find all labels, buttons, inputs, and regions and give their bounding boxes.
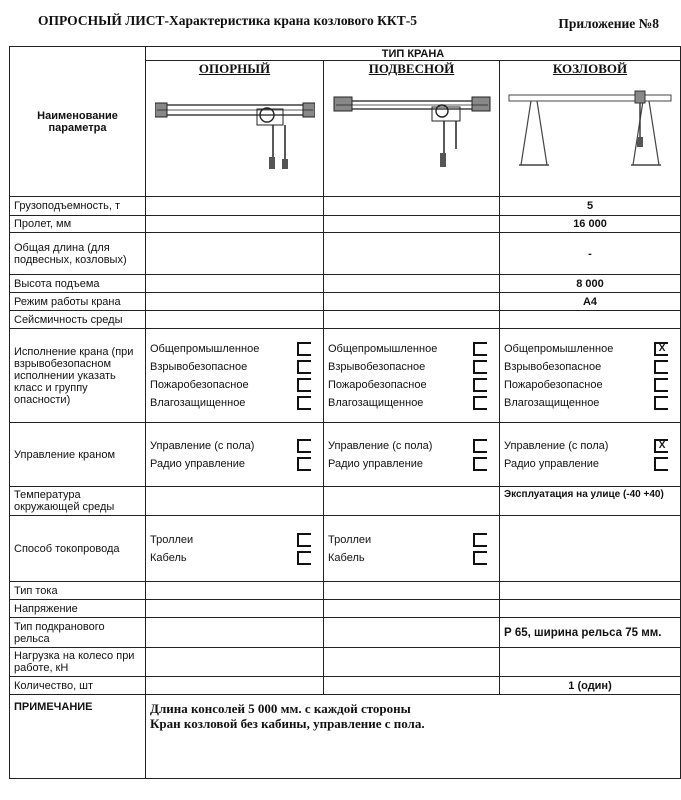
option-label: Пожаробезопасное [328,378,427,391]
suspended-crane-drawing [332,79,492,174]
cell-execution-support [146,329,324,423]
cell-rail-type-support[interactable] [146,618,324,648]
option-label: Кабель [150,551,187,564]
checkbox-general[interactable] [473,342,487,356]
option-label: Управление (с пола) [150,439,255,452]
option-label: Радио управление [504,457,599,470]
cell-capacity-suspended[interactable] [324,197,500,216]
column-gantry-crane [500,61,681,197]
option-label: Троллеи [150,533,194,546]
cell-total-length-support[interactable] [146,233,324,275]
cell-duty-mode-gantry: А4 [500,293,681,311]
row-label-wheel-load: Нагрузка на колесо при работе, кН [10,648,146,677]
option-label: Управление (с пола) [328,439,433,452]
row-label-execution: Исполнение крана (при взрывобезопасном исполнении указать класс и группу опасности) [10,329,146,423]
checkbox-cable[interactable] [297,551,311,565]
cell-voltage-gantry[interactable] [500,600,681,618]
row-label-power-supply: Способ токопровода [10,516,146,582]
checkbox-fire-proof[interactable] [654,378,668,392]
cell-quantity-gantry: 1 (один) [500,677,681,695]
option-label: Общепромышленное [150,342,260,355]
checkbox-fire-proof[interactable] [297,378,311,392]
checkbox-radio-control[interactable] [297,457,311,471]
checkbox-cable[interactable] [473,551,487,565]
row-label-lift-height: Высота подъема [10,275,146,293]
checkbox-floor-control-checked[interactable]: X [654,439,668,453]
checkbox-explosion-proof[interactable] [473,360,487,374]
option-label: Влагозащищенное [150,396,246,409]
cell-control-gantry [500,423,681,487]
cell-quantity-support[interactable] [146,677,324,695]
checkbox-explosion-proof[interactable] [654,360,668,374]
cell-rail-type-suspended[interactable] [324,618,500,648]
row-label-quantity: Количество, шт [10,677,146,695]
option-label: Общепромышленное [328,342,438,355]
cell-quantity-suspended[interactable] [324,677,500,695]
cell-lift-height-gantry: 8 000 [500,275,681,293]
cell-execution-suspended [324,329,500,423]
column-suspended-crane [324,61,500,197]
questionnaire-table [9,46,681,779]
cell-execution-gantry [500,329,681,423]
cell-span-gantry: 16 000 [500,216,681,233]
row-label-span: Пролет, мм [10,216,146,233]
appendix-label: Приложение №8 [558,16,659,31]
option-label: Кабель [328,551,365,564]
checkbox-explosion-proof[interactable] [297,360,311,374]
row-label-capacity: Грузоподъемность, т [10,197,146,216]
checkbox-general-checked[interactable]: X [654,342,668,356]
checkbox-trolley[interactable] [473,533,487,547]
cell-lift-height-suspended[interactable] [324,275,500,293]
gantry-crane-drawing [507,79,673,174]
cell-current-type-support[interactable] [146,582,324,600]
note-cell[interactable] [146,695,681,779]
cell-lift-height-support[interactable] [146,275,324,293]
page-title: ОПРОСНЫЙ ЛИСТ-Характеристика крана козлового ККТ-5 [38,13,417,28]
row-label-rail-type: Тип подкранового рельса [10,618,146,648]
cell-power-supply-support [146,516,324,582]
checkbox-radio-control[interactable] [654,457,668,471]
checkbox-fire-proof[interactable] [473,378,487,392]
cell-seismic-suspended[interactable] [324,311,500,329]
checkbox-moisture-proof[interactable] [473,396,487,410]
cell-seismic-gantry[interactable] [500,311,681,329]
cell-voltage-suspended[interactable] [324,600,500,618]
cell-control-suspended [324,423,500,487]
cell-current-type-suspended[interactable] [324,582,500,600]
row-label-duty-mode: Режим работы крана [10,293,146,311]
option-label: Троллеи [328,533,372,546]
checkbox-trolley[interactable] [297,533,311,547]
checkbox-radio-control[interactable] [473,457,487,471]
checkbox-floor-control[interactable] [473,439,487,453]
cell-temperature-gantry: Эксплуатация на улице (-40 +40) [500,487,681,516]
cell-capacity-support[interactable] [146,197,324,216]
cell-power-supply-gantry[interactable] [500,516,681,582]
support-crane-drawing [155,79,315,174]
cell-duty-mode-support[interactable] [146,293,324,311]
cell-temperature-suspended[interactable] [324,487,500,516]
option-label: Управление (с пола) [504,439,609,452]
cell-control-support [146,423,324,487]
option-label: Взрывобезопасное [150,360,248,373]
cell-wheel-load-suspended[interactable] [324,648,500,677]
column-support-crane [146,61,324,197]
cell-total-length-gantry: - [500,233,681,275]
cell-total-length-suspended[interactable] [324,233,500,275]
checkbox-moisture-proof[interactable] [654,396,668,410]
param-name-header: Наименование параметра [10,47,146,197]
row-label-temperature: Температура окружающей среды [10,487,146,516]
row-label-seismic: Сейсмичность среды [10,311,146,329]
cell-power-supply-suspended [324,516,500,582]
cell-wheel-load-support[interactable] [146,648,324,677]
cell-temperature-support[interactable] [146,487,324,516]
row-label-control: Управление краном [10,423,146,487]
row-label-total-length: Общая длина (для подвесных, козловых) [10,233,146,275]
note-line-2: Кран козловой без кабины, управление с пола. [150,716,425,731]
column-title-support: ОПОРНЫЙ [198,61,271,76]
option-label: Пожаробезопасное [150,378,249,391]
note-line-1: Длина консолей 5 000 мм. с каждой стороны [150,701,411,716]
checkbox-general[interactable] [297,342,311,356]
cell-span-suspended[interactable] [324,216,500,233]
row-label-current-type: Тип тока [10,582,146,600]
column-title-suspended: ПОДВЕСНОЙ [368,61,455,76]
option-label: Радио управление [150,457,245,470]
cell-capacity-gantry: 5 [500,197,681,216]
option-label: Общепромышленное [504,342,614,355]
note-label: ПРИМЕЧАНИЕ [10,695,146,779]
option-label: Влагозащищенное [504,396,600,409]
cell-seismic-support[interactable] [146,311,324,329]
option-label: Пожаробезопасное [504,378,603,391]
cell-rail-type-gantry: Р 65, ширина рельса 75 мм. [500,618,681,648]
row-label-voltage: Напряжение [10,600,146,618]
checkbox-floor-control[interactable] [297,439,311,453]
crane-type-header: ТИП КРАНА [146,47,681,61]
option-label: Взрывобезопасное [504,360,602,373]
checkbox-moisture-proof[interactable] [297,396,311,410]
cell-duty-mode-suspended[interactable] [324,293,500,311]
column-title-gantry: КОЗЛОВОЙ [552,61,628,76]
cell-wheel-load-gantry[interactable] [500,648,681,677]
option-label: Радио управление [328,457,423,470]
option-label: Влагозащищенное [328,396,424,409]
option-label: Взрывобезопасное [328,360,426,373]
cell-voltage-support[interactable] [146,600,324,618]
cell-span-support[interactable] [146,216,324,233]
cell-current-type-gantry[interactable] [500,582,681,600]
